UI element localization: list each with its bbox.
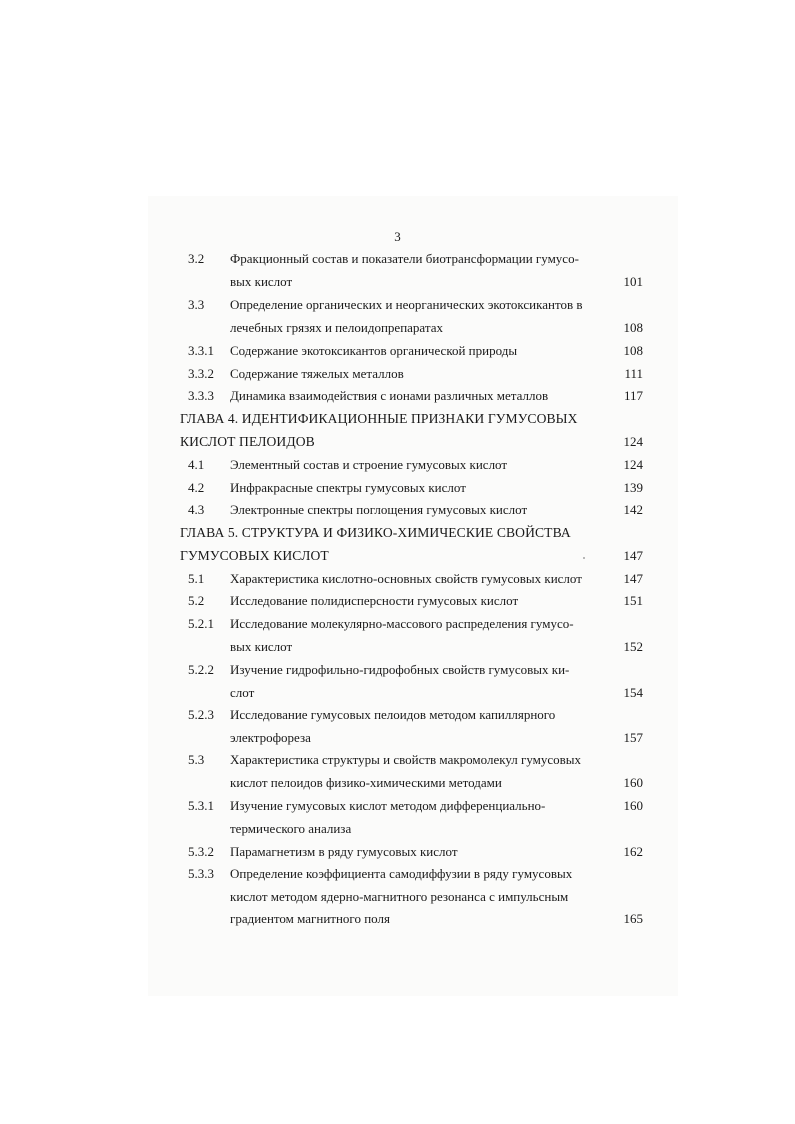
toc-entry-title-cont: кислот методом ядерно-магнитного резонанса с импульсным — [230, 889, 569, 904]
toc-entry-page: 108 — [623, 320, 643, 335]
toc-entry-title-cont: вых кислот — [230, 274, 293, 289]
toc-entry-page: 147 — [623, 571, 643, 586]
toc-entry-number: 5.3.1 — [188, 798, 214, 813]
toc-entry-number: 5.3.2 — [188, 844, 214, 859]
toc-entry-title-cont: лечебных грязях и пелоидопрепаратах — [230, 320, 443, 335]
page-number: 3 — [394, 229, 401, 244]
toc-entry-page: 151 — [623, 593, 643, 608]
toc-chapter-title: ГЛАВА 5. СТРУКТУРА И ФИЗИКО-ХИМИЧЕСКИЕ СВОЙСТВА — [180, 525, 571, 540]
toc-entry-number: 3.3.1 — [188, 343, 214, 358]
toc-entry-page: 117 — [623, 388, 643, 403]
toc-entry-page: 157 — [623, 730, 643, 745]
toc-chapter-page: 147 — [623, 548, 643, 563]
toc-entry-title: Определение коэффициента самодиффузии в ряду гумусовых — [230, 866, 573, 881]
toc-entry-number: 5.2.3 — [188, 707, 214, 722]
toc-entry-title-cont: градиентом магнитного поля — [230, 911, 390, 926]
toc-entry-title: Электронные спектры поглощения гумусовых кислот — [230, 502, 528, 517]
toc-entry-number: 5.2 — [188, 593, 205, 608]
toc-entry-page: 108 — [623, 343, 643, 358]
toc-entry-page: 154 — [623, 685, 643, 700]
toc-entry-number: 5.2.1 — [188, 616, 214, 631]
toc-entry-title: Исследование молекулярно-массового распределения гумусо- — [230, 616, 574, 631]
toc-entry-title: Исследование гумусовых пелоидов методом капиллярного — [230, 707, 556, 722]
toc-entry-title: Парамагнетизм в ряду гумусовых кислот — [230, 844, 458, 859]
toc-entry-number: 5.1 — [188, 571, 205, 586]
toc-entry-page: 142 — [623, 502, 643, 517]
toc-entry-title: Содержание тяжелых металлов — [230, 366, 404, 381]
toc-entry-page: 160 — [623, 775, 643, 790]
toc-entry-number: 3.3.3 — [188, 388, 214, 403]
toc-entry-title: Определение органических и неорганических экотоксикантов в — [230, 297, 583, 312]
toc-entry-number: 4.3 — [188, 502, 205, 517]
toc-entry-page: 101 — [623, 274, 643, 289]
toc-entry-page: 124 — [623, 457, 643, 472]
toc-entry-number: 4.1 — [188, 457, 205, 472]
toc-entry-title: Изучение гидрофильно-гидрофобных свойств гумусовых ки- — [230, 662, 570, 677]
toc-entry-page: 111 — [624, 366, 643, 381]
toc-entry-title-cont: кислот пелоидов физико-химическими методами — [230, 775, 502, 790]
toc-entry-page: 152 — [623, 639, 643, 654]
toc-entry-title: Фракционный состав и показатели биотрансформации гумусо- — [230, 251, 579, 266]
toc-entry-title: Характеристика структуры и свойств макромолекул гумусовых — [230, 752, 582, 767]
toc-entry-title-cont: электрофореза — [230, 730, 311, 745]
toc-entry-number: 4.2 — [188, 480, 205, 495]
toc-entry-title-cont: слот — [230, 685, 255, 700]
toc-entry-page: 165 — [623, 911, 643, 926]
toc-entry-page: 160 — [623, 798, 643, 813]
toc-entry-number: 5.3.3 — [188, 866, 214, 881]
toc-chapter-title: ГЛАВА 4. ИДЕНТИФИКАЦИОННЫЕ ПРИЗНАКИ ГУМУСОВЫХ — [180, 411, 578, 426]
toc-entry-number: 3.3 — [188, 297, 205, 312]
toc-entry-title: Исследование полидисперсности гумусовых кислот — [230, 593, 519, 608]
toc-entry-number: 5.3 — [188, 752, 205, 767]
toc-entry-title: Содержание экотоксикантов органической природы — [230, 343, 518, 358]
toc-entry-number: 3.2 — [188, 251, 205, 266]
toc-entry-page: 139 — [623, 480, 643, 495]
toc-entry-title: Инфракрасные спектры гумусовых кислот — [230, 480, 466, 495]
toc-entry-title-cont: термического анализа — [230, 821, 352, 836]
toc-entry-title: Элементный состав и строение гумусовых кислот — [230, 457, 508, 472]
toc-entry-title: Динамика взаимодействия с ионами различных металлов — [230, 388, 549, 403]
toc-entry-title-cont: вых кислот — [230, 639, 293, 654]
toc-entry-title: Изучение гумусовых кислот методом дифференциально- — [230, 798, 546, 813]
toc-chapter-title-cont: ГУМУСОВЫХ КИСЛОТ — [180, 548, 329, 563]
toc-entry-title: Характеристика кислотно-основных свойств гумусовых кислот — [230, 571, 582, 586]
toc-chapter-page: 124 — [623, 434, 643, 449]
toc-entry-page: 162 — [623, 844, 643, 859]
toc-chapter-title-cont: КИСЛОТ ПЕЛОИДОВ — [180, 434, 315, 449]
toc-entry-number: 3.3.2 — [188, 366, 214, 381]
toc-entry-number: 5.2.2 — [188, 662, 214, 677]
